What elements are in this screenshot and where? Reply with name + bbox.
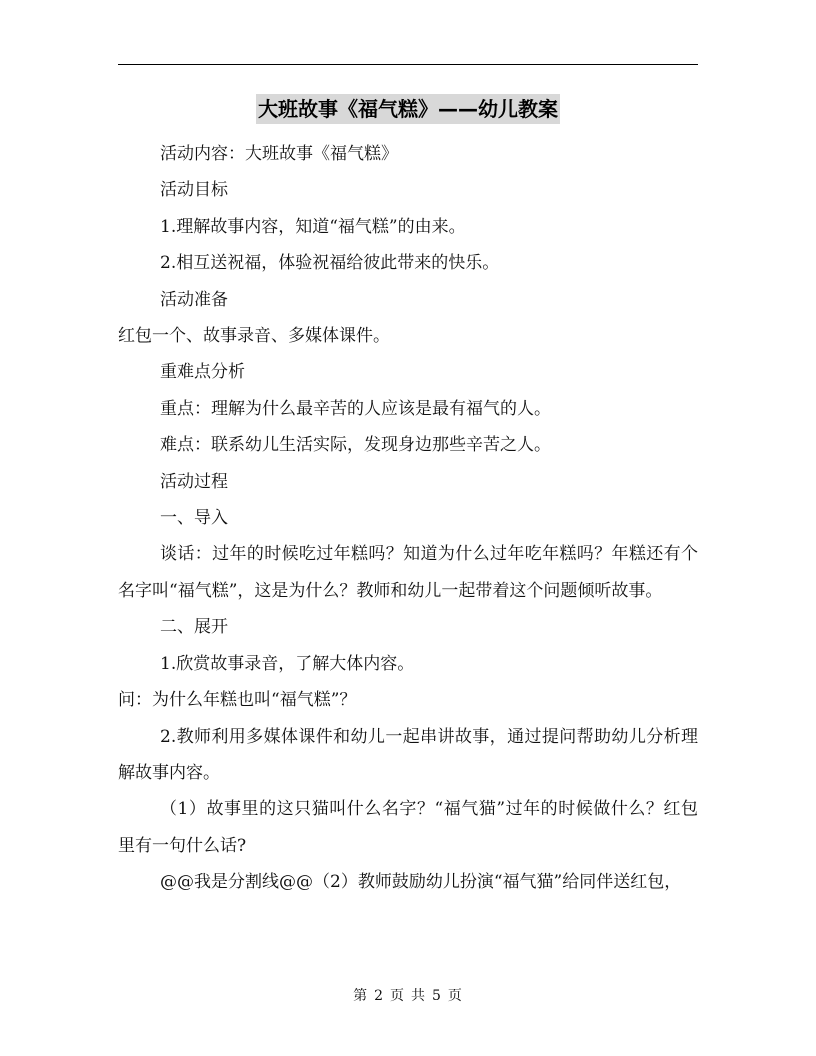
- footer-label-ye2: 页: [447, 988, 463, 1004]
- paragraph: 2.教师利用多媒体课件和幼儿一起串讲故事，通过提问帮助幼儿分析理解故事内容。: [118, 726, 698, 783]
- paragraph: 问：为什么年糕也叫“福气糕”？: [118, 690, 357, 711]
- paragraph: 活动准备: [160, 289, 228, 310]
- paragraph: 活动内容：大班故事《福气糕》: [160, 144, 398, 164]
- paragraph: 活动目标: [160, 180, 228, 201]
- paragraph: （1）故事里的这只猫叫什么名字？“福气猫”过年的时候做什么？红包里有一句什么话?: [118, 799, 698, 856]
- paragraph: 1.理解故事内容，知道“福气糕”的由来。: [160, 216, 466, 237]
- paragraph: 二、展开: [160, 617, 228, 638]
- footer-page-total: 5: [432, 988, 442, 1004]
- paragraph: 红包一个、故事录音、多媒体课件。: [118, 326, 390, 347]
- paragraph: 一、导入: [160, 508, 228, 529]
- paragraph: 活动过程: [160, 471, 228, 492]
- paragraph: 谈话：过年的时候吃过年糕吗？知道为什么过年吃年糕吗？年糕还有个名字叫“福气糕”，这是为什么？教师和幼儿一起带着这个问题倾听故事。: [118, 544, 698, 601]
- paragraph: 1.欣赏故事录音，了解大体内容。: [160, 653, 415, 674]
- footer-label-ye: 页: [390, 988, 405, 1004]
- page-footer: [0, 985, 816, 1005]
- document-body: [118, 136, 698, 901]
- title-container: [0, 94, 816, 124]
- footer-page-current: 2: [374, 988, 384, 1004]
- header-rule: [118, 64, 698, 65]
- document-title: 大班故事《福气糕》——幼儿教案: [256, 94, 560, 124]
- paragraph: 重点：理解为什么最辛苦的人应该是最有福气的人。: [160, 398, 551, 419]
- footer-label-di: 第: [353, 988, 369, 1004]
- paragraph: 2.相互送祝福，体验祝福给彼此带来的快乐。: [160, 253, 500, 274]
- paragraph: 重难点分析: [160, 362, 245, 383]
- paragraph: @@我是分割线@@（2）教师鼓励幼儿扮演“福气猫”给同伴送红包，: [160, 872, 682, 893]
- footer-label-gong: 共: [411, 988, 426, 1004]
- paragraph: 难点：联系幼儿生活实际，发现身边那些辛苦之人。: [160, 435, 551, 456]
